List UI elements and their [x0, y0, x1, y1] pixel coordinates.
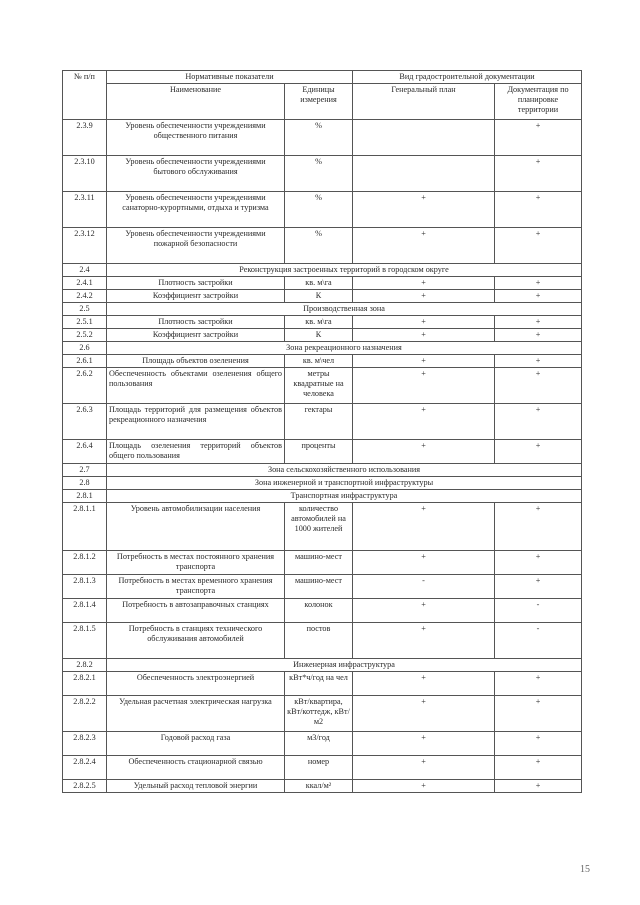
planning-docs-mark: +: [495, 551, 582, 575]
indicator-name: Обеспеченность объектами озеленения общего пользования: [107, 368, 285, 404]
general-plan-mark: +: [353, 732, 495, 756]
general-plan-mark: +: [353, 404, 495, 440]
table-row: [63, 277, 582, 290]
table-row: [63, 780, 582, 793]
row-number: 2.3.12: [63, 228, 107, 264]
indicator-name: Обеспеченность электроэнергией: [107, 672, 285, 696]
indicator-name: Уровень обеспеченности учреждениями бытового обслуживания: [107, 156, 285, 192]
planning-docs-mark: -: [495, 623, 582, 659]
general-plan-mark: +: [353, 277, 495, 290]
section-row: [63, 477, 582, 490]
header-name: Наименование: [107, 84, 285, 120]
planning-docs-mark: +: [495, 368, 582, 404]
indicator-name: Площадь озеленения территорий объектов общего пользования: [107, 440, 285, 464]
row-number: 2.6: [63, 342, 107, 355]
general-plan-mark: -: [353, 575, 495, 599]
indicator-unit: кВт/квартира, кВт/коттедж, кВт/м2: [285, 696, 353, 732]
indicator-unit: К: [285, 290, 353, 303]
row-number: 2.4: [63, 264, 107, 277]
row-number: 2.7: [63, 464, 107, 477]
indicator-name: Коэффициент застройки: [107, 329, 285, 342]
table-row: [63, 120, 582, 156]
header-general-plan: Генеральный план: [353, 84, 495, 120]
indicator-unit: м3/год: [285, 732, 353, 756]
row-number: 2.6.3: [63, 404, 107, 440]
section-title: Зона инженерной и транспортной инфраструктуры: [107, 477, 582, 490]
indicator-unit: машино-мест: [285, 551, 353, 575]
indicator-unit: постов: [285, 623, 353, 659]
planning-docs-mark: +: [495, 277, 582, 290]
row-number: 2.5.2: [63, 329, 107, 342]
indicator-name: Уровень обеспеченности учреждениями пожарной безопасности: [107, 228, 285, 264]
indicator-unit: количество автомобилей на 1000 жителей: [285, 503, 353, 551]
table-body: [63, 71, 582, 793]
table-row: [63, 290, 582, 303]
section-row: [63, 659, 582, 672]
table-row: [63, 316, 582, 329]
row-number: 2.8.1.4: [63, 599, 107, 623]
general-plan-mark: +: [353, 672, 495, 696]
row-number: 2.8.1.1: [63, 503, 107, 551]
indicator-name: Коэффициент застройки: [107, 290, 285, 303]
page-number: 15: [580, 864, 590, 875]
header-row-2: [63, 84, 582, 120]
indicator-name: Потребность в местах временного хранения транспорта: [107, 575, 285, 599]
row-number: 2.8.1: [63, 490, 107, 503]
section-row: [63, 264, 582, 277]
table-row: [63, 623, 582, 659]
row-number: 2.8.2: [63, 659, 107, 672]
section-title: Зона рекреационного назначения: [107, 342, 582, 355]
indicator-unit: %: [285, 192, 353, 228]
section-title: Производственная зона: [107, 303, 582, 316]
table-row: [63, 355, 582, 368]
general-plan-mark: +: [353, 551, 495, 575]
header-indicators: Нормативные показатели: [107, 71, 353, 84]
planning-docs-mark: +: [495, 329, 582, 342]
general-plan-mark: +: [353, 440, 495, 464]
indicator-unit: кв. м\га: [285, 316, 353, 329]
row-number: 2.3.11: [63, 192, 107, 228]
row-number: 2.8.1.3: [63, 575, 107, 599]
indicator-name: Плотность застройки: [107, 277, 285, 290]
row-number: 2.8.2.5: [63, 780, 107, 793]
norms-table: [62, 70, 582, 793]
general-plan-mark: +: [353, 290, 495, 303]
indicator-name: Удельный расход тепловой энергии: [107, 780, 285, 793]
table-row: [63, 672, 582, 696]
header-row-1: [63, 71, 582, 84]
row-number: 2.3.9: [63, 120, 107, 156]
row-number: 2.6.4: [63, 440, 107, 464]
row-number: 2.4.2: [63, 290, 107, 303]
general-plan-mark: +: [353, 329, 495, 342]
table-row: [63, 192, 582, 228]
row-number: 2.8.1.2: [63, 551, 107, 575]
indicator-name: Обеспеченность стационарной связью: [107, 756, 285, 780]
row-number: 2.8.2.4: [63, 756, 107, 780]
indicator-unit: машино-мест: [285, 575, 353, 599]
table-row: [63, 551, 582, 575]
indicator-name: Уровень обеспеченности учреждениями общественного питания: [107, 120, 285, 156]
indicator-unit: кВт*ч/год на чел: [285, 672, 353, 696]
section-title: Зона сельскохозяйственного использования: [107, 464, 582, 477]
planning-docs-mark: +: [495, 440, 582, 464]
planning-docs-mark: +: [495, 156, 582, 192]
section-row: [63, 303, 582, 316]
table-row: [63, 404, 582, 440]
row-number: 2.4.1: [63, 277, 107, 290]
general-plan-mark: [353, 156, 495, 192]
table-row: [63, 756, 582, 780]
row-number: 2.8.2.3: [63, 732, 107, 756]
indicator-unit: %: [285, 228, 353, 264]
planning-docs-mark: +: [495, 120, 582, 156]
general-plan-mark: +: [353, 623, 495, 659]
general-plan-mark: [353, 120, 495, 156]
indicator-unit: %: [285, 120, 353, 156]
indicator-name: Потребность в местах постоянного хранения транспорта: [107, 551, 285, 575]
planning-docs-mark: +: [495, 575, 582, 599]
planning-docs-mark: +: [495, 756, 582, 780]
general-plan-mark: +: [353, 368, 495, 404]
table-row: [63, 156, 582, 192]
table-row: [63, 503, 582, 551]
row-number: 2.6.1: [63, 355, 107, 368]
planning-docs-mark: +: [495, 696, 582, 732]
section-row: [63, 464, 582, 477]
section-row: [63, 342, 582, 355]
header-units: Единицы измерения: [285, 84, 353, 120]
planning-docs-mark: +: [495, 404, 582, 440]
indicator-name: Плотность застройки: [107, 316, 285, 329]
table-row: [63, 440, 582, 464]
planning-docs-mark: -: [495, 599, 582, 623]
indicator-name: Уровень обеспеченности учреждениями санаторно-курортными, отдыха и туризма: [107, 192, 285, 228]
table-row: [63, 368, 582, 404]
indicator-unit: колонок: [285, 599, 353, 623]
header-doc-kind: Вид градостроительной документации: [353, 71, 582, 84]
indicator-name: Годовой расход газа: [107, 732, 285, 756]
general-plan-mark: +: [353, 599, 495, 623]
planning-docs-mark: +: [495, 503, 582, 551]
planning-docs-mark: +: [495, 228, 582, 264]
section-title: Инженерная инфраструктура: [107, 659, 582, 672]
header-planning-docs: Документация по планировке территории: [495, 84, 582, 120]
general-plan-mark: +: [353, 503, 495, 551]
planning-docs-mark: +: [495, 780, 582, 793]
general-plan-mark: +: [353, 228, 495, 264]
table-row: [63, 696, 582, 732]
section-row: [63, 490, 582, 503]
general-plan-mark: +: [353, 756, 495, 780]
header-num: № п/п: [63, 71, 107, 120]
general-plan-mark: +: [353, 355, 495, 368]
indicator-name: Площадь территорий для размещения объектов рекреационного назначения: [107, 404, 285, 440]
planning-docs-mark: +: [495, 290, 582, 303]
planning-docs-mark: +: [495, 316, 582, 329]
row-number: 2.8: [63, 477, 107, 490]
row-number: 2.3.10: [63, 156, 107, 192]
general-plan-mark: +: [353, 696, 495, 732]
indicator-name: Потребность в автозаправочных станциях: [107, 599, 285, 623]
planning-docs-mark: +: [495, 192, 582, 228]
indicator-name: Площадь объектов озеленения: [107, 355, 285, 368]
row-number: 2.6.2: [63, 368, 107, 404]
indicator-unit: проценты: [285, 440, 353, 464]
table-row: [63, 732, 582, 756]
indicator-unit: кв. м\чел: [285, 355, 353, 368]
table-row: [63, 228, 582, 264]
row-number: 2.8.2.1: [63, 672, 107, 696]
table-row: [63, 329, 582, 342]
section-title: Реконструкция застроенных территорий в городском округе: [107, 264, 582, 277]
row-number: 2.5.1: [63, 316, 107, 329]
indicator-unit: гектары: [285, 404, 353, 440]
indicator-name: Потребность в станциях технического обслуживания автомобилей: [107, 623, 285, 659]
indicator-name: Удельная расчетная электрическая нагрузка: [107, 696, 285, 732]
indicator-name: Уровень автомобилизации населения: [107, 503, 285, 551]
planning-docs-mark: +: [495, 672, 582, 696]
row-number: 2.8.1.5: [63, 623, 107, 659]
row-number: 2.5: [63, 303, 107, 316]
indicator-unit: номер: [285, 756, 353, 780]
row-number: 2.8.2.2: [63, 696, 107, 732]
table-row: [63, 575, 582, 599]
indicator-unit: кв. м\га: [285, 277, 353, 290]
indicator-unit: ккал/м²: [285, 780, 353, 793]
general-plan-mark: +: [353, 316, 495, 329]
planning-docs-mark: +: [495, 355, 582, 368]
indicator-unit: К: [285, 329, 353, 342]
section-title: Транспортная инфраструктура: [107, 490, 582, 503]
general-plan-mark: +: [353, 192, 495, 228]
general-plan-mark: +: [353, 780, 495, 793]
indicator-unit: %: [285, 156, 353, 192]
indicator-unit: метры квадратные на человека: [285, 368, 353, 404]
table-row: [63, 599, 582, 623]
planning-docs-mark: +: [495, 732, 582, 756]
